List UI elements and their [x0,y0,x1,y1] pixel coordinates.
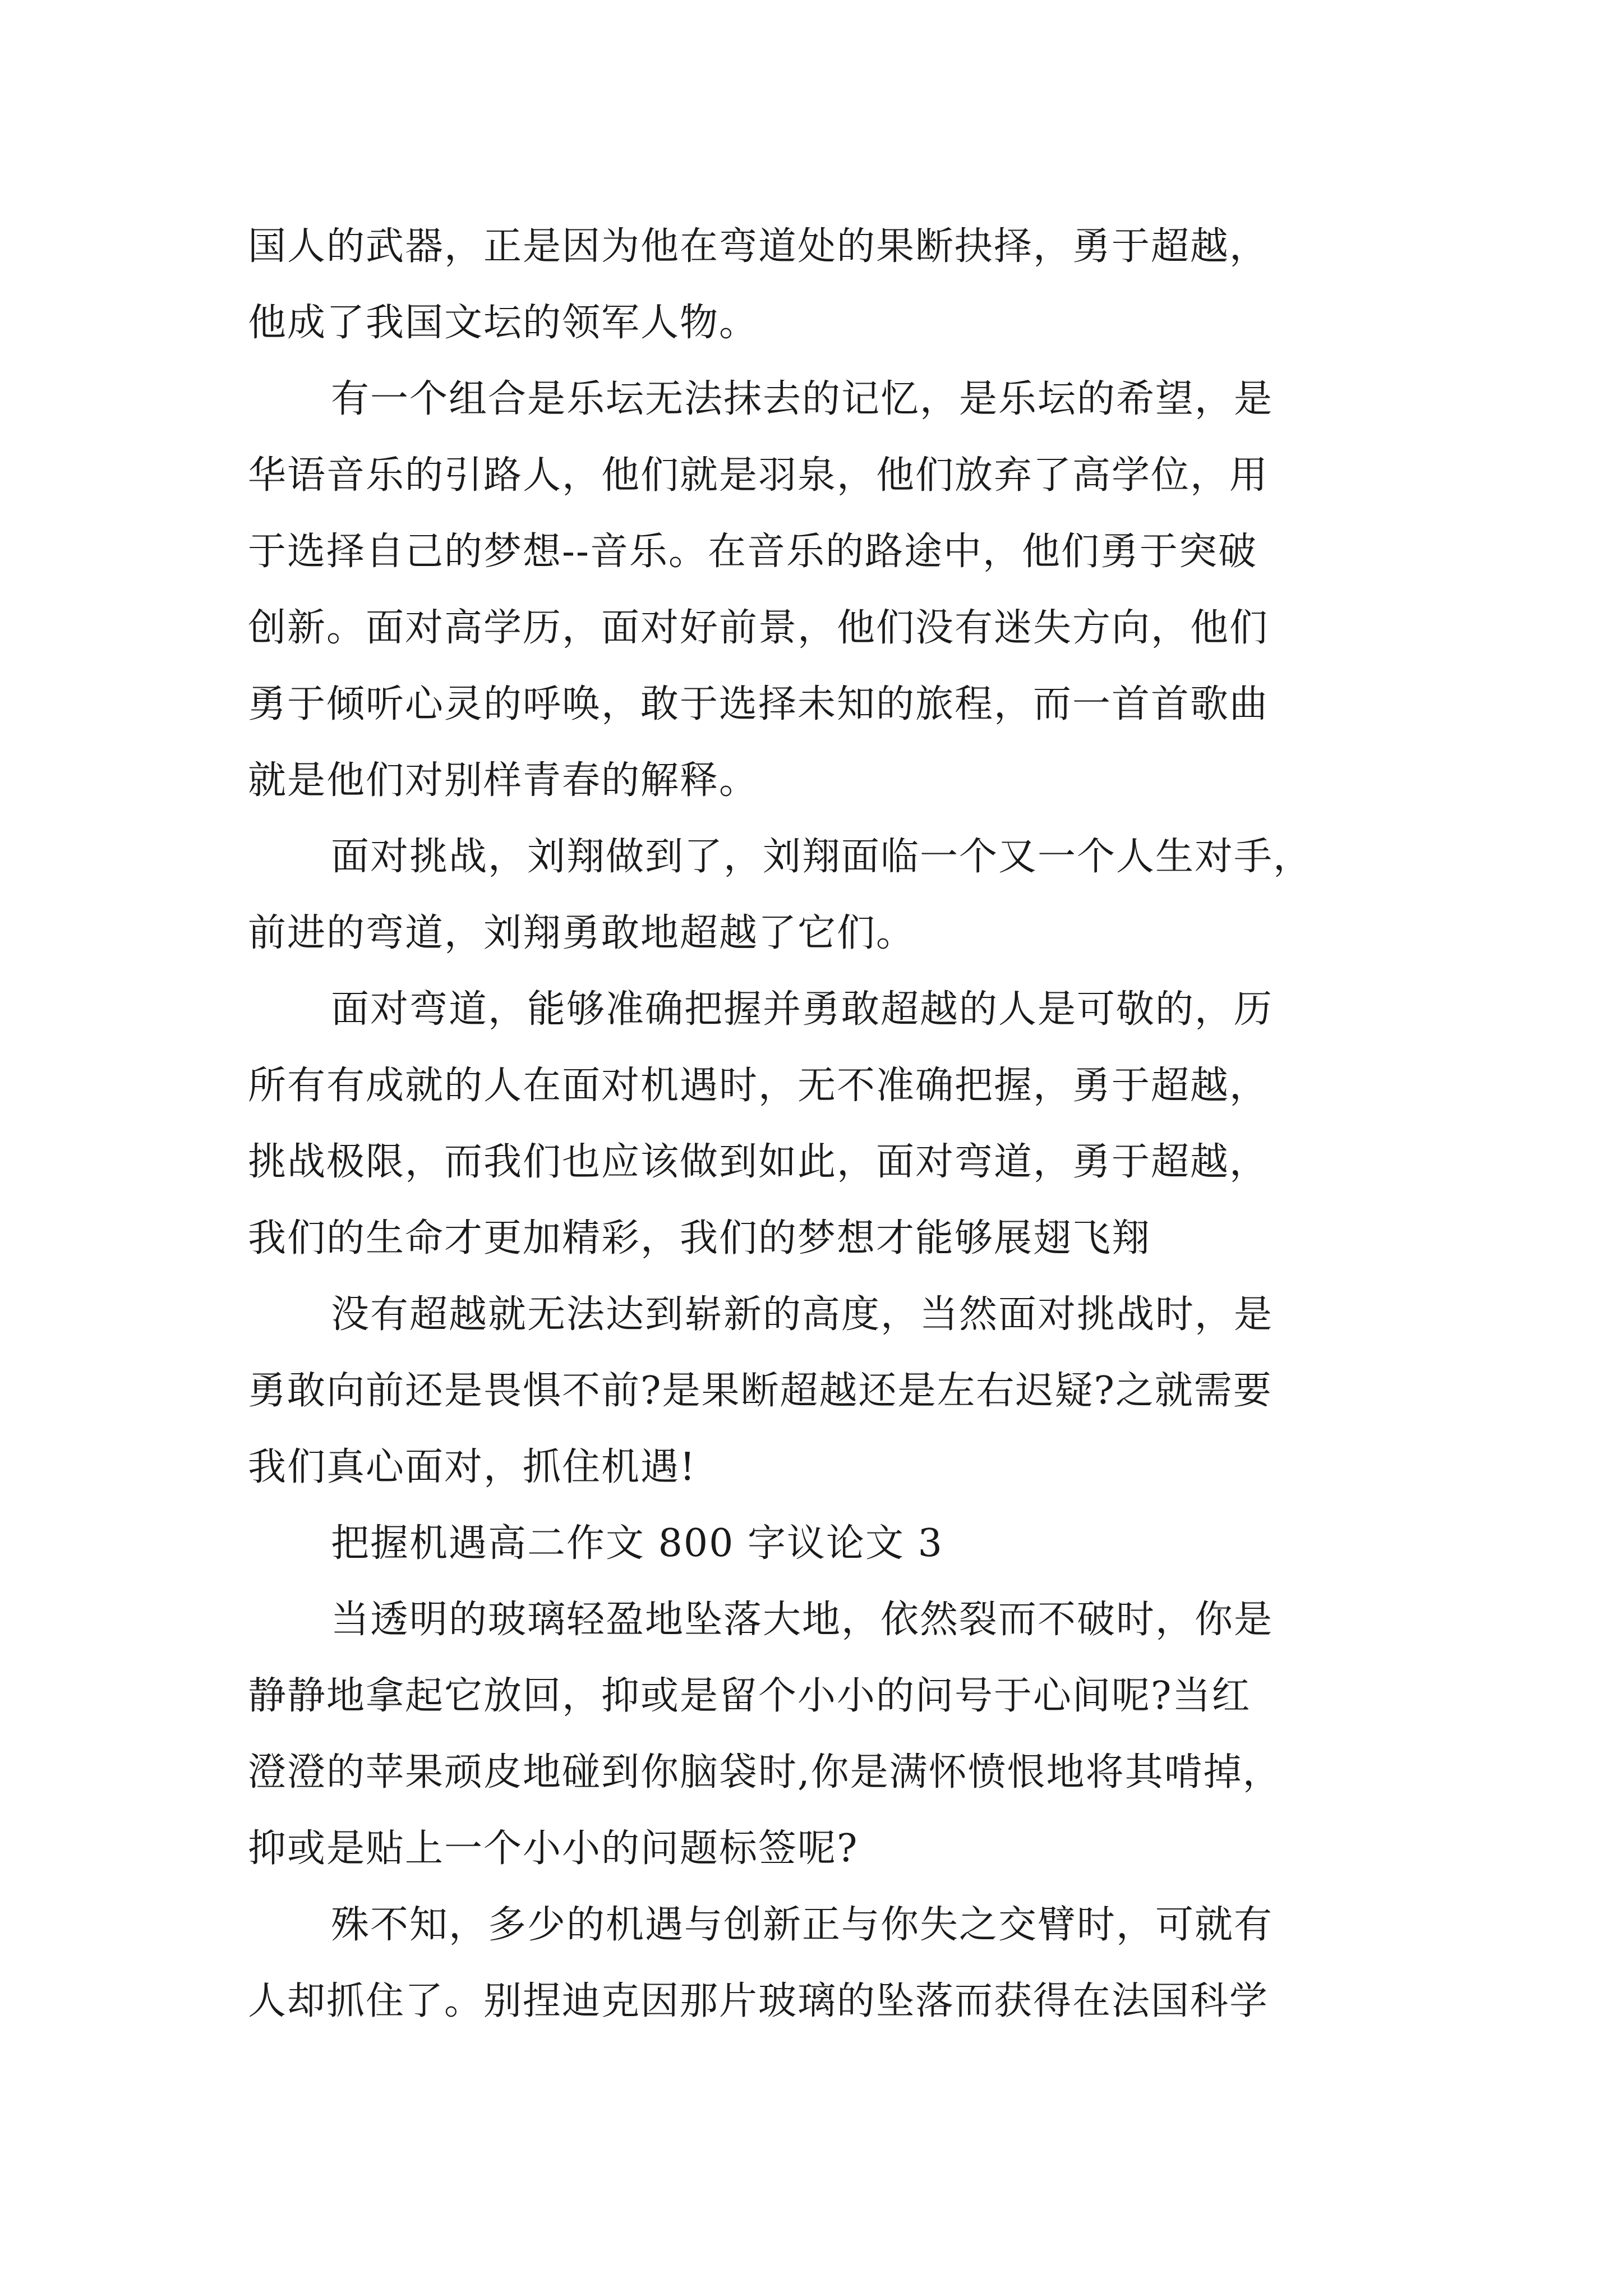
text-line: 我们真心面对，抓住机遇! [248,1445,697,1489]
text-line: 前进的弯道，刘翔勇敢地超越了它们。 [248,911,916,955]
text-line: 就是他们对别样青春的解释。 [248,758,759,803]
text-line: 殊不知，多少的机遇与创新正与你失之交臂时，可就有 [331,1903,1274,1947]
text-line: 挑战极限，而我们也应该做到如此，面对弯道，勇于超越， [248,1140,1269,1184]
text-line: 创新。面对高学历，面对好前景，他们没有迷失方向，他们 [248,606,1269,650]
text-line: 没有超越就无法达到崭新的高度，当然面对挑战时，是 [331,1292,1274,1337]
text-line: 澄澄的苹果顽皮地碰到你脑袋时,你是满怀愤恨地将其啃掉， [248,1750,1282,1795]
text-line: 华语音乐的引路人，他们就是羽泉，他们放弃了高学位，用 [248,453,1269,498]
text-line: 有一个组合是乐坛无法抹去的记忆，是乐坛的希望，是 [331,377,1274,421]
text-line: 勇于倾听心灵的呼唤，敢于选择未知的旅程，而一首首歌曲 [248,682,1269,726]
text-line: 抑或是贴上一个小小的问题标签呢? [248,1826,859,1871]
text-line: 勇敢向前还是畏惧不前?是果断超越还是左右迟疑?之就需要 [248,1369,1272,1413]
text-line: 当透明的玻璃轻盈地坠落大地，依然裂而不破时，你是 [331,1598,1274,1642]
text-line: 所有有成就的人在面对机遇时，无不准确把握，勇于超越， [248,1064,1269,1108]
text-line: 人却抓住了。别捏迪克因那片玻璃的坠落而获得在法国科学 [248,1979,1269,2023]
text-line: 于选择自己的梦想--音乐。在音乐的路途中，他们勇于突破 [248,530,1257,574]
document-body [248,209,1381,2040]
text-line: 面对弯道，能够准确把握并勇敢超越的人是可敬的，历 [331,987,1274,1032]
text-line: 我们的生命才更加精彩，我们的梦想才能够展翅飞翔 [248,1216,1151,1260]
text-line: 静静地拿起它放回，抑或是留个小小的问号于心间呢?当红 [248,1674,1251,1718]
text-line: 面对挑战，刘翔做到了，刘翔面临一个又一个人生对手， [331,835,1313,879]
text-line: 他成了我国文坛的领军人物。 [248,301,759,345]
text-line: 国人的武器，正是因为他在弯道处的果断抉择，勇于超越， [248,224,1269,269]
text-line: 把握机遇高二作文 800 字议论文 3 [331,1521,943,1566]
